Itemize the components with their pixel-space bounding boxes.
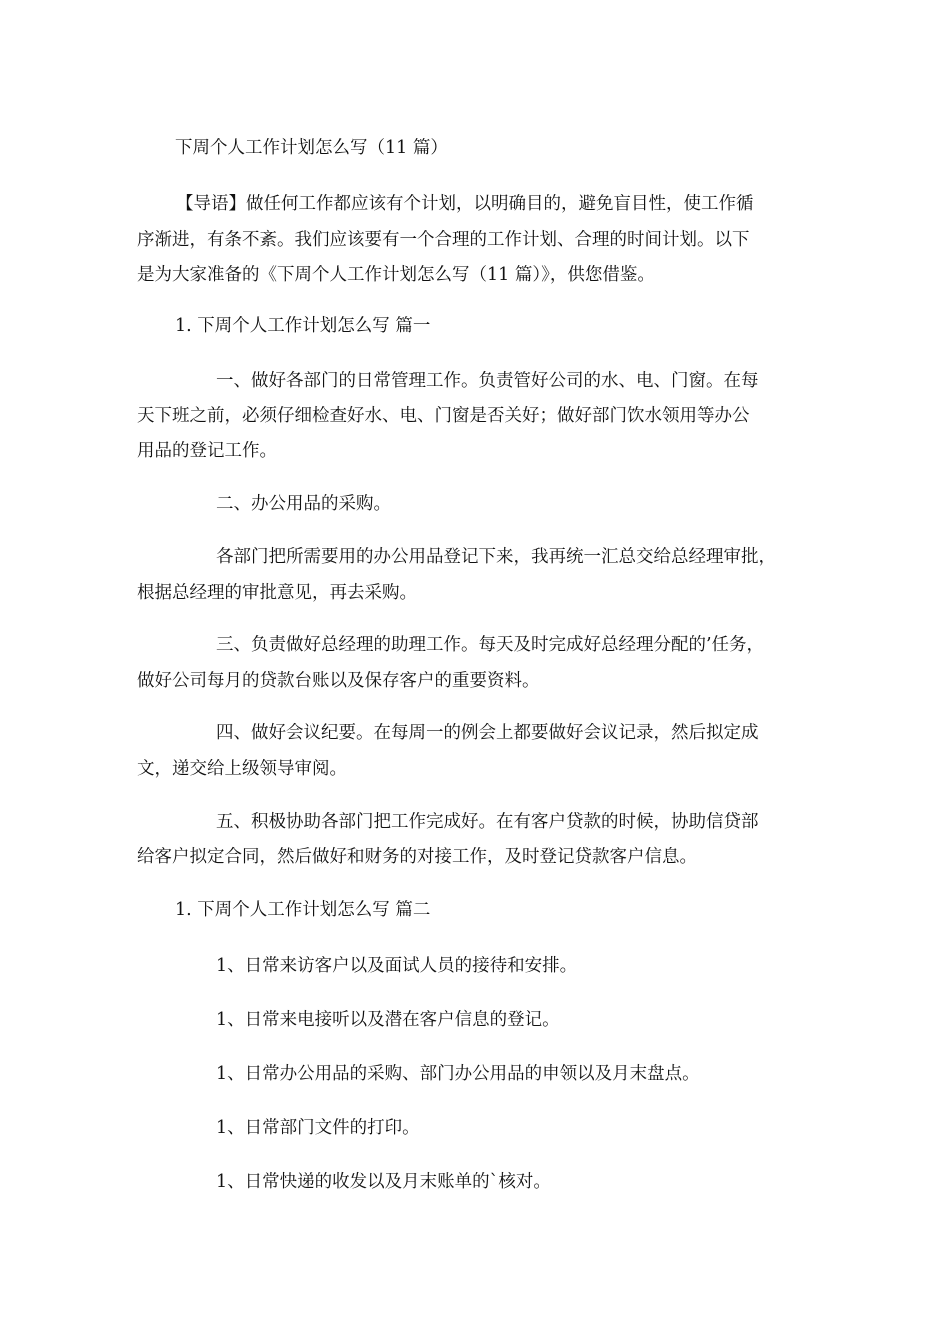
paragraph-line: 文，递交给上级领导审阅。	[137, 759, 347, 779]
paragraph-line: 五、积极协助各部门把工作完成好。在有客户贷款的时候，协助信贷部	[216, 812, 759, 832]
section-heading-2: 1. 下周个人工作计划怎么写 篇二	[175, 900, 431, 920]
paragraph-line: 给客户拟定合同，然后做好和财务的对接工作，及时登记贷款客户信息。	[137, 847, 697, 867]
intro-line: 序渐进，有条不紊。我们应该要有一个合理的工作计划、合理的时间计划。以下	[137, 230, 750, 250]
paragraph-line: 天下班之前，必须仔细检查好水、电、门窗是否关好；做好部门饮水领用等办公	[137, 406, 750, 426]
paragraph-line: 根据总经理的审批意见，再去采购。	[137, 583, 417, 603]
paragraph-line: 各部门把所需要用的办公用品登记下来，我再统一汇总交给总经理审批，	[216, 547, 776, 567]
list-item: 1、日常办公用品的采购、部门办公用品的申领以及月末盘点。	[216, 1064, 700, 1084]
list-item: 1、日常来访客户以及面试人员的接待和安排。	[216, 956, 578, 976]
list-item: 1、日常来电接听以及潜在客户信息的登记。	[216, 1010, 560, 1030]
paragraph-line: 二、办公用品的采购。	[216, 494, 391, 514]
document-title: 下周个人工作计划怎么写（11 篇）	[175, 138, 448, 158]
list-item: 1、日常快递的收发以及月末账单的`核对。	[216, 1172, 551, 1192]
section-heading-1: 1. 下周个人工作计划怎么写 篇一	[175, 316, 431, 336]
intro-line: 是为大家准备的《下周个人工作计划怎么写（11 篇）》，供您借鉴。	[137, 265, 655, 285]
paragraph-line: 四、做好会议纪要。在每周一的例会上都要做好会议记录，然后拟定成	[216, 723, 759, 743]
list-item: 1、日常部门文件的打印。	[216, 1118, 420, 1138]
paragraph-line: 三、负责做好总经理的助理工作。每天及时完成好总经理分配的’任务，	[216, 635, 765, 655]
intro-line: 【导语】做任何工作都应该有个计划，以明确目的，避免盲目性，使工作循	[176, 194, 754, 214]
paragraph-line: 用品的登记工作。	[137, 441, 277, 461]
paragraph-line: 做好公司每月的贷款台账以及保存客户的重要资料。	[137, 671, 540, 691]
paragraph-line: 一、做好各部门的日常管理工作。负责管好公司的水、电、门窗。在每	[216, 371, 759, 391]
